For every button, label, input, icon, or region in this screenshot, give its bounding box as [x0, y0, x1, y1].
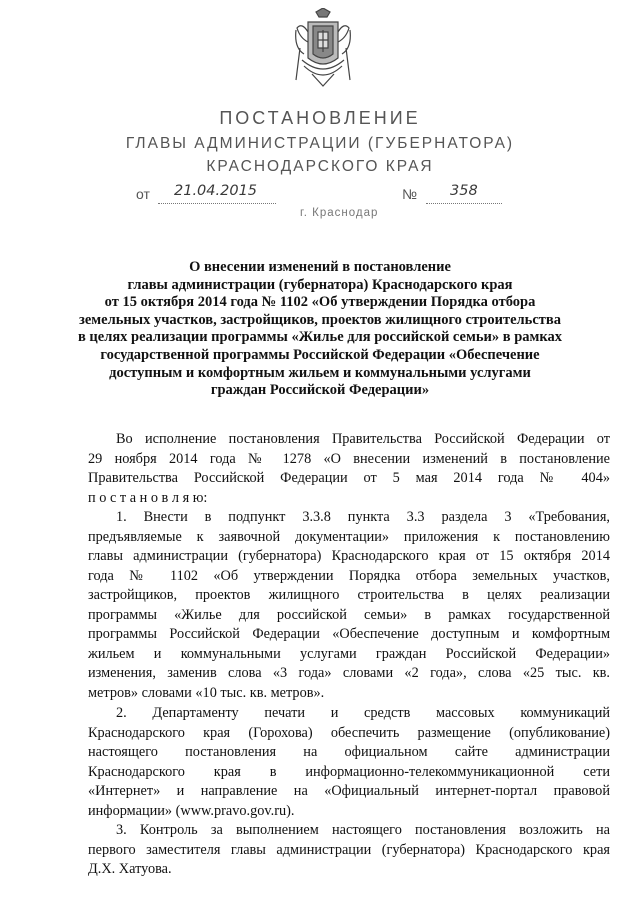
body-line: программы «Жилье для российской семьи» в рамках государственной — [88, 606, 610, 623]
body-line: Д.Х. Хатуова. — [88, 861, 172, 877]
body-line: информации» (www.pravo.gov.ru). — [88, 802, 295, 819]
body-line: главы администрации (губернатора) Краснодарского края от 15 октября 2014 — [88, 548, 610, 564]
body-line: метров» словами «10 тыс. кв. метров». — [88, 684, 325, 701]
body-line: Правительства Российской Федерации от 5 мая 2014 года № 404» — [88, 470, 610, 486]
body-line: изменения, заменив слова «3 года» словами «2 года», слова «25 тыс. кв. — [88, 665, 610, 681]
title-line: земельных участков, застройщиков, проектов жилищного строительства — [79, 311, 561, 328]
paragraph-3 — [88, 821, 610, 880]
paragraph-1 — [88, 508, 610, 703]
document-title — [60, 259, 580, 400]
paragraph-2 — [88, 704, 610, 821]
body-line: Во исполнение постановления Правительства Российской Федерации от — [116, 431, 610, 447]
title-line: государственной программы Российской Федерации «Обеспечение — [100, 346, 540, 363]
body-line: настоящего постановления на официальном сайте администрации — [88, 744, 610, 760]
date-underline — [158, 203, 276, 204]
body-line: п о с т а н о в л я ю: — [88, 489, 208, 506]
title-line: граждан Российской Федерации» — [210, 382, 430, 399]
body-line: «Интернет» и направление на «Официальный интернет-портал правовой — [88, 783, 610, 799]
intro-paragraph — [88, 430, 610, 508]
body-line: 29 ноября 2014 года № 1278 «О внесении изменений в постановление — [88, 450, 610, 467]
body-line: 1. Внести в подпункт 3.3.8 пункта 3.3 раздела 3 «Требования, — [116, 509, 610, 525]
title-line: от 15 октября 2014 года № 1102 «Об утверждении Порядка отбора — [104, 294, 536, 311]
title-line: доступным и комфортным жильем и коммунальными услугами — [109, 364, 531, 381]
coat-of-arms-emblem — [294, 8, 352, 88]
body-line: 3. Контроль за выполнением настоящего постановления возложить на — [116, 822, 610, 838]
body-line: Краснодарского края (Горохова) обеспечить размещение (опубликование) — [88, 724, 610, 741]
body-line: первого заместителя главы администрации (губернатора) Краснодарского края — [88, 841, 610, 858]
document-date: 21.04.2015 — [174, 183, 258, 199]
city-name: г. Краснодар — [300, 207, 379, 219]
region-heading: КРАСНОДАРСКОГО КРАЯ — [206, 158, 434, 175]
body-line: предъявляемые к заявочной документации» приложения к постановлению — [88, 528, 610, 545]
title-line: в целях реализации программы «Жилье для российской семьи» в рамках — [77, 329, 563, 346]
document-type-heading: ПОСТАНОВЛЕНИЕ — [219, 108, 421, 128]
number-underline — [426, 203, 502, 204]
date-label: от — [136, 186, 150, 202]
document-number: 358 — [450, 183, 478, 199]
title-line: О внесении изменений в постановление — [189, 259, 451, 275]
body-line: 2. Департаменту печати и средств массовых коммуникаций — [116, 705, 610, 721]
title-line: главы администрации (губернатора) Краснодарского края — [127, 276, 513, 293]
body-line: Краснодарского края в информационно-телекоммуникационной сети — [88, 763, 610, 780]
number-label: № — [402, 186, 418, 202]
body-line: жильем и коммунальными услугами граждан Российской Федерации» — [88, 645, 610, 662]
body-line: застройщиков, проектов жилищного строительства в целях реализации — [88, 587, 610, 603]
body-line: программы Российской Федерации «Обеспечение доступным и комфортным — [88, 626, 610, 642]
body-line: года № 1102 «Об утверждении Порядка отбора земельных участков, — [88, 567, 610, 584]
issuer-heading: ГЛАВЫ АДМИНИСТРАЦИИ (ГУБЕРНАТОРА) — [125, 135, 515, 152]
